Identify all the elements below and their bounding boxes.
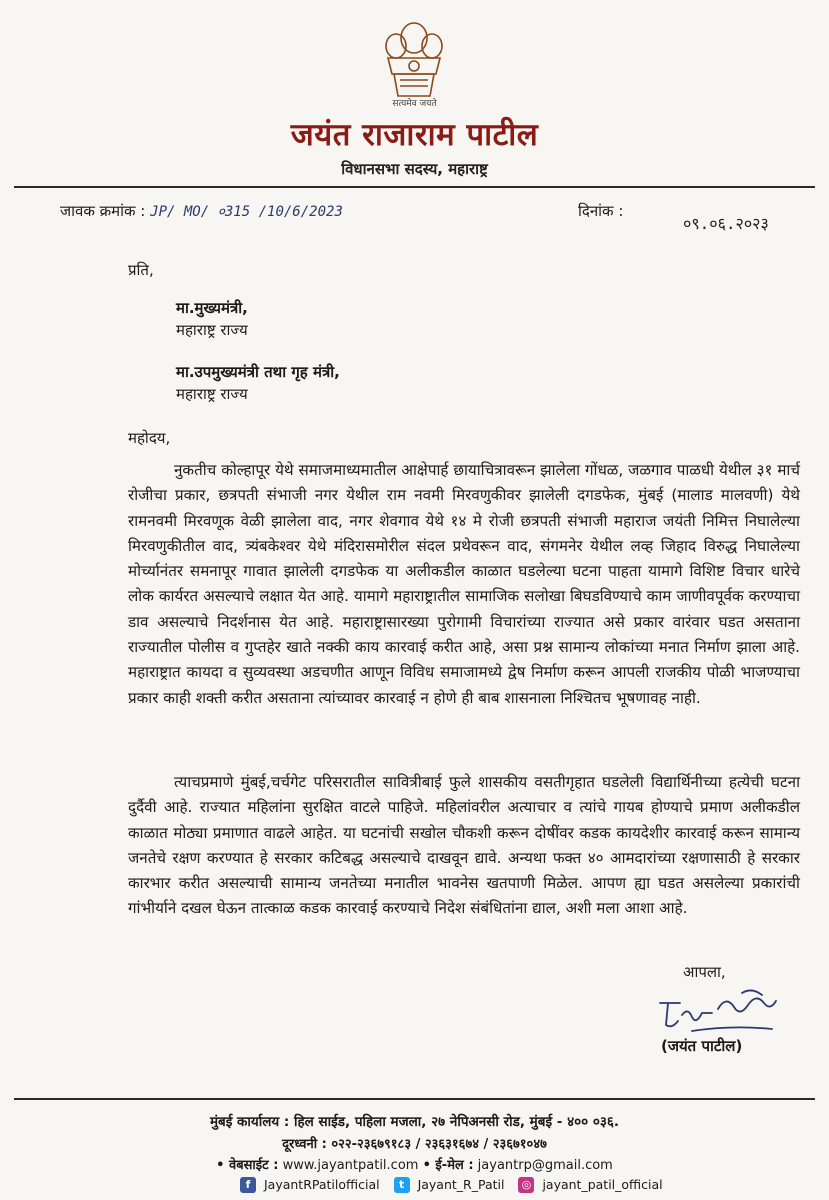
closing-aapla: आपला, [683,963,726,981]
recipient-1-title: मा.मुख्यमंत्री, [176,299,248,317]
footer-phone: दूरध्वनी : ०२२-२३६७९१८३ / २३६३१६७४ / २३६७१०४७ [282,1137,547,1152]
website-link[interactable]: www.jayantpatil.com [282,1158,419,1173]
footer-address: मुंबई कार्यालय : हिल साईड, पहिला मजला, २७ नेपिअनसी रोड, मुंबई - ४०० ०३६. [209,1114,620,1130]
signer-name: (जयंत पाटील) [661,1037,743,1055]
body-paragraph-2: त्याचप्रमाणे मुंबई,चर्चगेट परिसरातील सावित्रीबाई फुले शासकीय वसतीगृहात घडलेली विद्यार्थिनीच्या हत्येची घटना दुर्दैवी आहे. राज्यात महिलांना सुरक्षित वाटले पाहिजे. महिलांवरील अत्याचार व त्यांचे गायब होण्याचे प्रमाण अलीकडील काळात मोठ्या प्रमाणात वाढले आहेत. या घटनांची सखोल चौकशी करून दोषींवर कडक कायदेशीर कारवाई करून सामान्य जनतेचे रक्षण करण्यात हे सरकार कटिबद्ध असल्याचे दाखवून द्यावे. अन्यथा फक्त ४० आमदारांच्या रक्षणासाठी हे सरकार कारभार करीत असल्याची सामान्य जनतेच्या मनातील भावनेस खतपाणी मिळेल. आपण ह्या घडत असलेल्या प्रकारांची गांभीर्याने दखल घेऊन तात्काळ कडक कारवाई करण्याचे निदेश संबंधितांना द्याल, अशी मला आशा आहे. [128,773,800,918]
email-link[interactable]: jayantrp@gmail.com [477,1158,613,1173]
date-label: दिनांक : [578,202,624,220]
reference-value: JP/ MO/ ०315 /10/6/2023 [150,204,343,220]
footer-web-email [0,1155,829,1173]
social-links [240,1176,680,1196]
recipient-2-title: मा.उपमुख्यमंत्री तथा गृह मंत्री, [176,363,340,381]
body-paragraph-1: नुकतीच कोल्हापूर येथे समाजमाध्यमातील आक्षेपार्ह छायाचित्रावरून झालेला गोंधळ, जळगाव पाळधी येथील ३१ मार्च रोजीचा प्रकार, छत्रपती संभाजी नगर येथील राम नवमी मिरवणुकीवर झालेली दगडफेक, मुंबई (मालाड मालवणी) येथे रामनवमी मिरवणूक वेळी झालेला वाद, नगर शेवगाव येथे १४ मे रोजी छत्रपती संभाजी महाराज जयंती निमित्त निघालेल्या मिरवणुकीतील वाद, त्र्यंबकेश्वर येथे मंदिरासमोरील संदल प्रथेवरून वाद, संगमनेर येथील लव्ह जिहाद विरुद्ध निघालेल्या मोर्च्यानंतर समनापूर गावात झालेली दगडफेक या अलीकडील काळात घडलेल्या घटना पाहता यामागे विशिष्ट विचार धारेचे लोक कार्यरत असल्याचे लक्षात येत आहे. यामागे महाराष्ट्रातील सामाजिक सलोखा बिघडविण्याचे काम जाणीवपूर्वक करण्याचा डाव असल्याचे निदर्शनास येत आहे. महाराष्ट्रासारख्या पुरोगामी विचारांच्या राज्यात असे प्रकार वारंवार घडत असताना राज्यातील पोलीस व गुप्तहेर खाते नक्की काय कारवाई करीत आहे, असा प्रश्न सामान्य लोकांच्या मनात निर्माण झाला आहे. महाराष्ट्रात कायदा व सुव्यवस्था अडचणीत आणून विविध समाजामध्ये द्वेष निर्माण करून आपली राजकीय पोळी भाजण्याचा प्रकार काही शक्ती करीत असताना त्यांच्यावर कारवाई न होणे ही बाब शासनाला निश्चितच भूषणावह नाही. [128,461,800,707]
instagram-icon: ◎ [518,1177,534,1193]
ashoka-emblem-icon [364,18,464,102]
signature-image [652,985,782,1037]
letterhead-designation: विधानसभा सदस्य, महाराष्ट्र [341,160,488,178]
recipient-2-state: महाराष्ट्र राज्य [176,385,248,403]
salutation: महोदय, [128,429,171,447]
recipient-1-state: महाराष्ट्र राज्य [176,321,248,339]
motto-text: सत्यमेव जयते [392,99,437,109]
date-value: ०९.०६.२०२३ [683,214,769,233]
email-label: • ई-मेल : [422,1158,474,1173]
reference-label: जावक क्रमांक : [60,202,146,220]
instagram-handle[interactable]: jayant_patil_official [542,1177,663,1192]
letterhead-name: जयंत राजाराम पाटील [290,117,539,153]
twitter-icon: t [394,1177,410,1193]
twitter-handle[interactable]: Jayant_R_Patil [417,1177,505,1192]
header-divider [14,186,815,188]
footer-divider [14,1098,815,1100]
facebook-icon: f [240,1177,256,1193]
prati-text: प्रति, [128,261,154,279]
reference-number [60,201,343,221]
facebook-handle[interactable]: JayantRPatilofficial [263,1177,380,1192]
website-label: • वेबसाईट : [216,1158,279,1173]
